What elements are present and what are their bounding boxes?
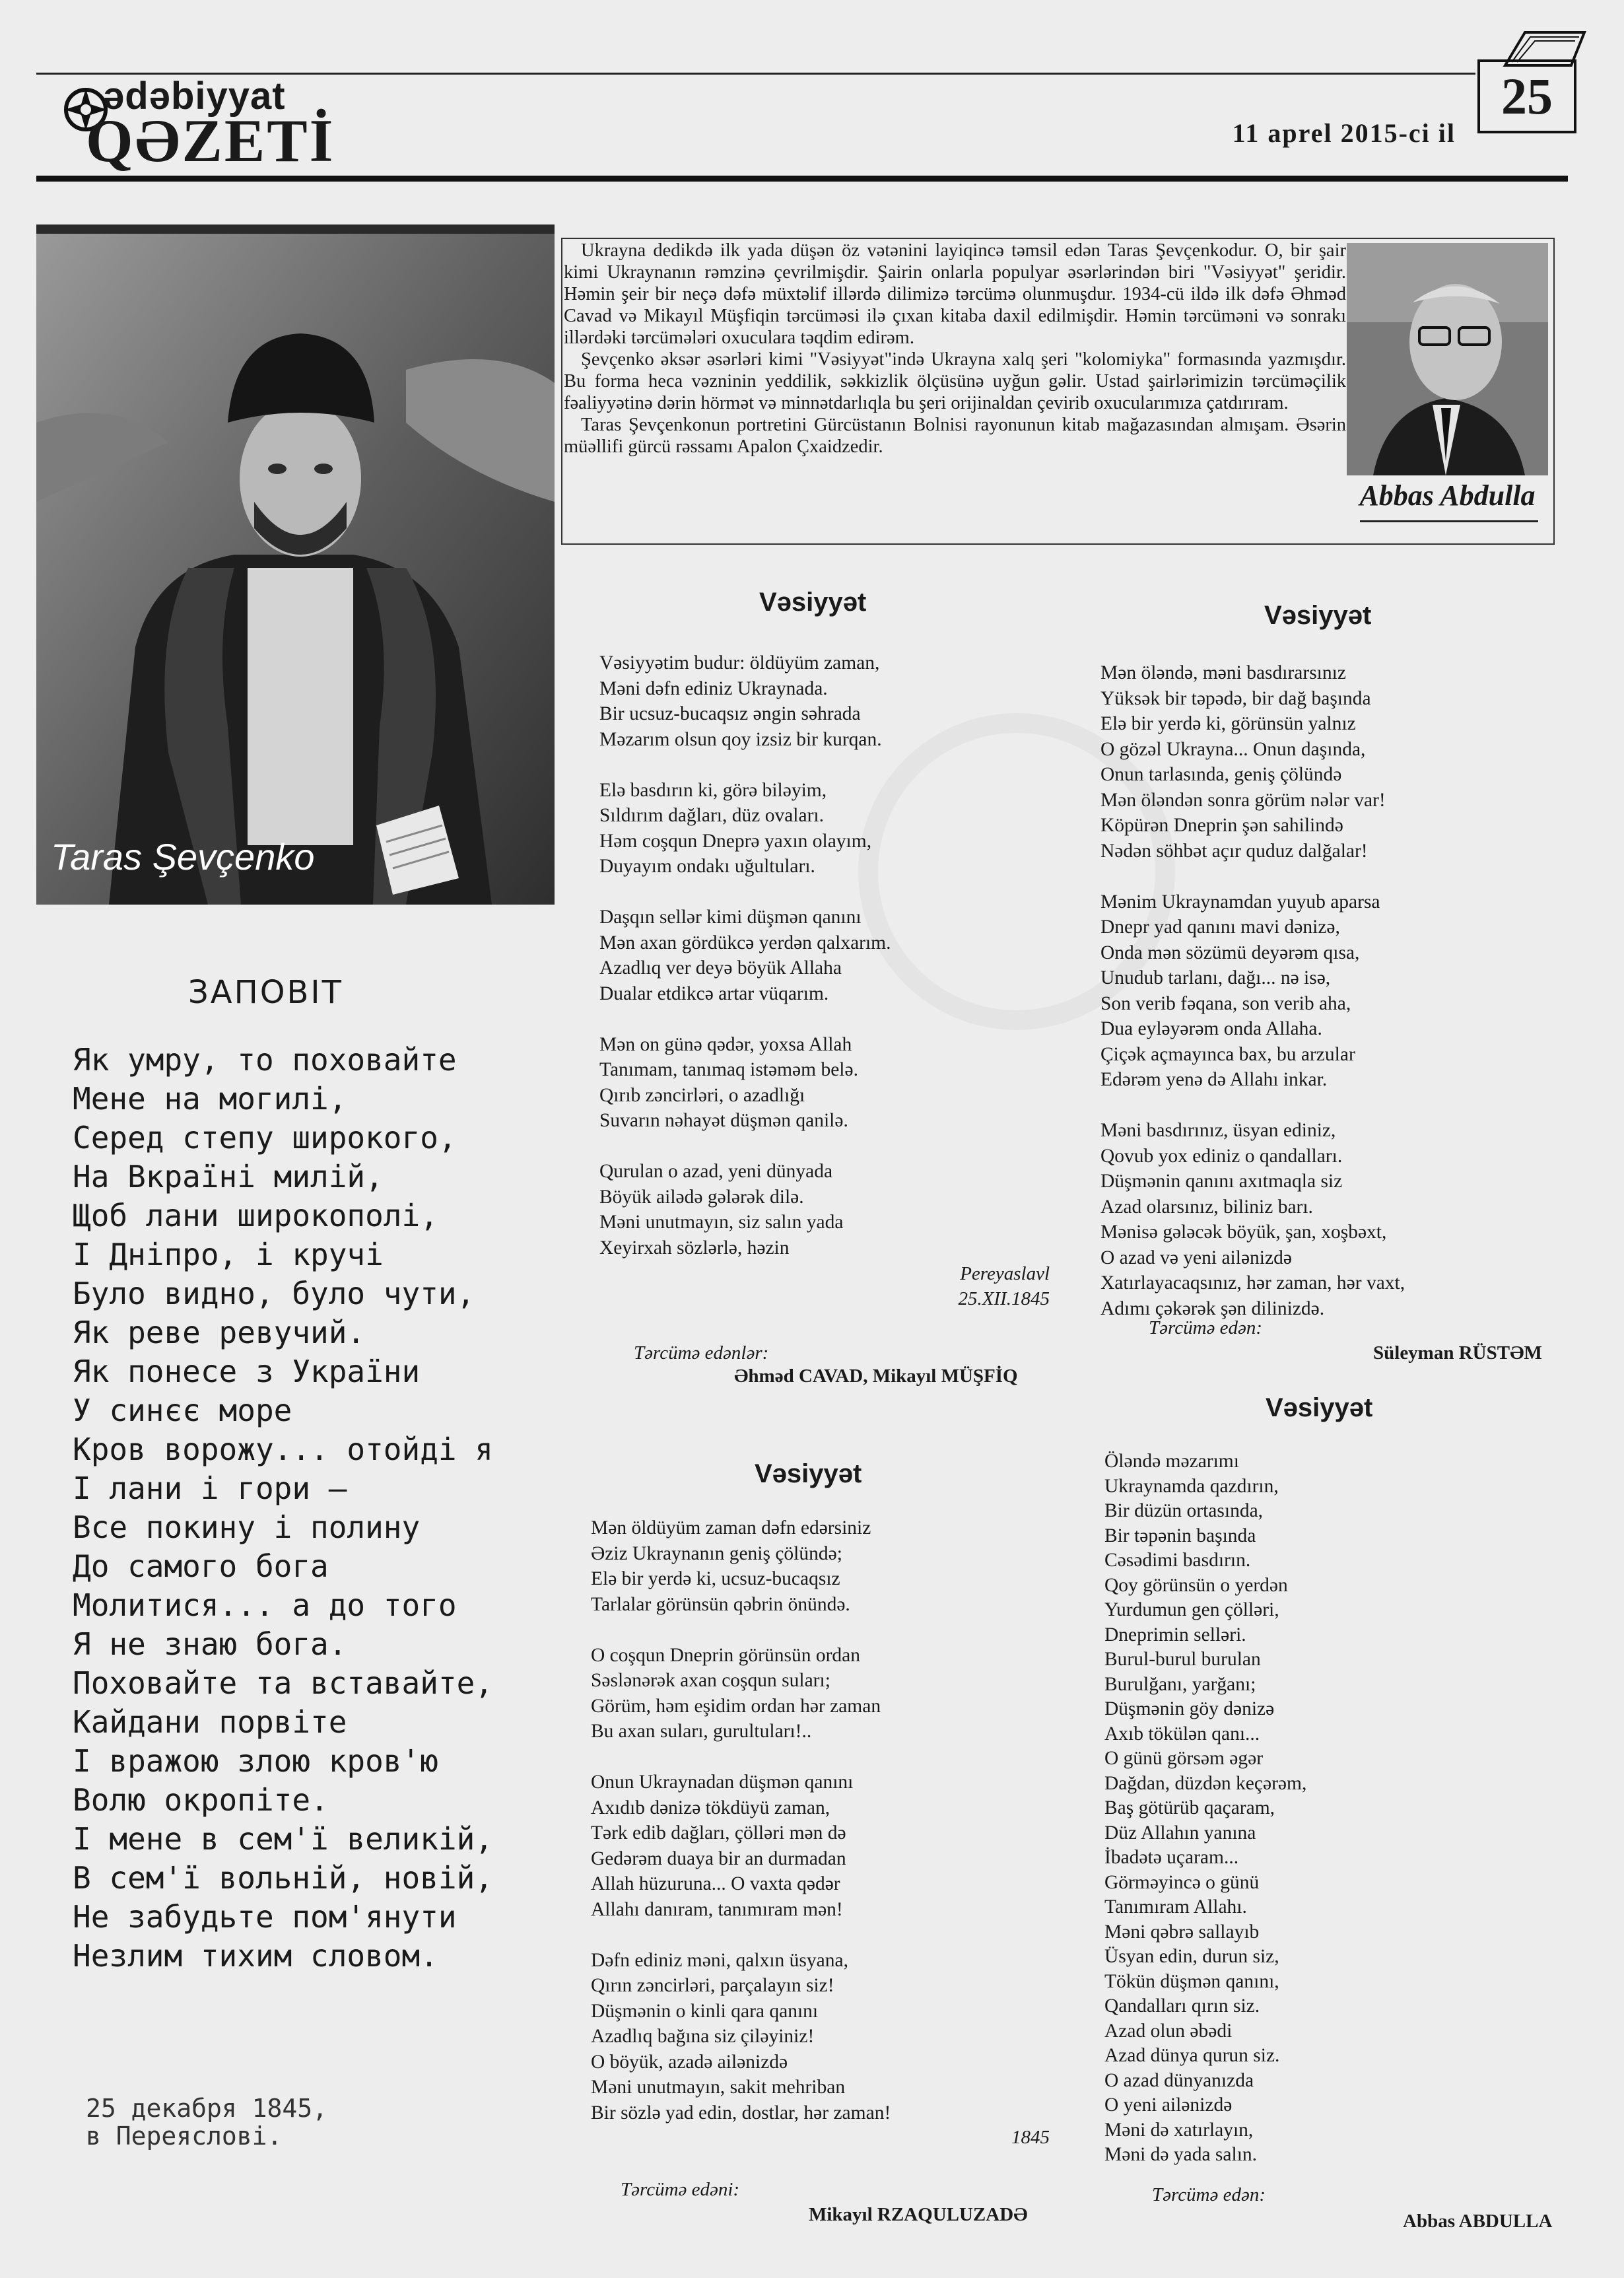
ua-poem-line: Мене на могилі,	[73, 1081, 347, 1117]
poem1-signoff	[858, 1261, 1050, 1311]
ua-poem-line: І Дніпро, і кручі	[73, 1237, 384, 1272]
ua-poem-line: На Вкраїні милій,	[73, 1159, 384, 1194]
poem2-translator-label: Tərcümə edən:	[1149, 1317, 1263, 1338]
author-photo-image	[1347, 243, 1548, 475]
ua-poem-place-line: в Переяслові.	[86, 2122, 283, 2151]
ua-poem-line: У синєє море	[73, 1393, 292, 1428]
ua-poem-line: До самого бога	[73, 1548, 329, 1584]
poem4-text: Öləndə məzarımı Ukraynamda qazdırın, Bir düzün ortasında, Bir təpənin başında Cəsədimi basdırın. Qoy görünsün o yerdən Yurdumun gen çölləri, Dneprimin selləri. Burul-burul burulan Burulğanı, yarğanı; Düşmənin göy dənizə Axıb tökülən qanı... O günü görsəm əgər Dağdan, düzdən keçərəm, Baş götürüb qaçaram, Düz Allahın yanına İbadətə uçaram... Görməyincə o günü Tanımıram Allahı. Məni qəbrə sallayıb Üsyan edin, durun siz, Tökün düşmən qanını, Qandalları qırın siz. Azad olun əbədi Azad dünya qurun siz. O azad dünyanızda O yeni ailənizdə Məni də xatırlayın, Məni də yada salın.	[1104, 1451, 1307, 2165]
page-number: 25	[1501, 67, 1553, 125]
ua-poem-line: Серед степу широкого,	[73, 1120, 457, 1156]
open-book-icon	[1499, 29, 1591, 69]
poem3-translator: Mikayıl RZAQULUZADƏ	[809, 2204, 1028, 2225]
poem4-title: Vəsiyyət	[1266, 1393, 1373, 1422]
logo-top-text: ədəbiyyat	[103, 75, 286, 118]
poem1-date: 25.XII.1845	[958, 1288, 1050, 1309]
ua-poem-line: Кайдани порвіте	[73, 1704, 347, 1740]
intro-paragraph: Taras Şevçenkonun portretini Gürcüstanın Bolnisi rayonunun kitab mağazasından almışam. Əsərin müəllifi gürcü rəssamı Apalon Çxaidzedir.	[564, 415, 1346, 457]
poem2-text: Mən öləndə, məni basdırarsınız Yüksək bir təpədə, bir dağ başında Elə bir yerdə ki, görünsün yalnız O gözəl Ukrayna... Onun daşında, Onun tarlasında, geniş çölündə Mən öləndən sonra görüm nələr var! Köpürən Dneprin şən sahilində Nədən söhbət açır quduz dalğalar! Mənim Ukraynamdan yuyub aparsa Dnepr yad qanını mavi dənizə, Onda mən sözümü deyərəm qısa, Unudub tarlanı, dağı... nə isə, Son verib fəqana, son verib aha, Dua eyləyərəm onda Allaha. Çiçək açmayınca bax, bu arzular Edərəm yenə də Allahı inkar. Məni basdırınız, üsyan ediniz, Qovub yox ediniz o qandalları. Düşmənin qanını axıtmaqla siz Azad olarsınız, biliniz barı. Mənisə gələcək böyük, şan, xoşbəxt, O azad və yeni ailənizdə Xatırlayacaqsınız, hər zaman, hər vaxt, Adımı çəkərək şən dilinizdə.	[1100, 662, 1405, 1319]
poem1-translators-label: Tərcümə edənlər:	[634, 1342, 769, 1363]
ua-poem-date	[86, 2094, 327, 2150]
ua-poem-line: Все покину і полину	[73, 1509, 421, 1545]
ua-poem-line: І мене в сем'ї великій,	[73, 1821, 493, 1857]
poem1-title: Vəsiyyət	[759, 588, 867, 617]
ua-poem-date-line: 25 декабря 1845,	[86, 2094, 328, 2123]
ua-poem-line: Незлим тихим словом.	[73, 1938, 438, 1974]
header-rule-thick	[36, 176, 1568, 182]
ua-poem-line: І лани і гори —	[73, 1470, 347, 1506]
intro-paragraph: Ukrayna dedikdə ilk yada düşən öz vətənini layiqincə təmsil edən Taras Şevçenkodur. O, bir şair kimi Ukraynanın rəmzinə çevrilmişdir. Şairin onlarla populyar əsərlərindən biri "Vəsiyyət" şeridir. Həmin şeir bir neçə dəfə müxtəlif illərdə dilimizə tərcümə olunmuşdur. 1934-cü ildə ilk dəfə Əhməd Cavad və Mikayıl Müşfiqin tərcüməsi ilə çıxan kitaba daxil edilmişdir. Həmin tərcüməni və sonrakı illərdəki tərcümələri oxuculara təqdim edirəm.	[564, 240, 1346, 348]
poem2-translator: Süleyman RÜSTƏM	[1373, 1342, 1542, 1363]
portrait-image	[36, 224, 555, 905]
newspaper-logo[interactable]	[59, 71, 337, 174]
ua-poem-line: Як реве ревучий.	[73, 1315, 366, 1350]
poem1-text: Vəsiyyətim budur: öldüyüm zaman, Məni dəfn ediniz Ukraynada. Bir ucsuz-bucaqsız əngin səhrada Məzarım olsun qoy izsiz bir kurqan. Elə basdırın ki, görə biləyim, Sıldırım dağları, düz ovaları. Həm coşqun Dneprə yaxın olayım, Duyayım ondakı uğultuları. Daşqın sellər kimi düşmən qanını Mən axan gördükcə yerdən qalxarım. Azadlıq ver deyə böyük Allaha Dualar etdikcə artar vüqarım. Mən on günə qədər, yoxsa Allah Tanımam, tanımaq istəməm belə. Qırıb zəncirləri, o azadlığı Suvarın nəhayət düşmən qanilə. Qurulan o azad, yeni dünyada Böyük ailədə gələrək dilə. Məni unutmayın, siz salın yada Xeyirxah sözlərlə, həzin	[599, 652, 891, 1259]
intro-paragraph: Şevçenko əksər əsərləri kimi "Vəsiyyət"ində Ukrayna xalq şeri "kolomiyka" formasında yazmışdır. Bu forma heca vəzninin yeddilik, səkkizlik ölçüsünə uyğun gəlir. Ustad şairlərimizin tərcüməçilik fəaliyyətinə dərin hörmət və minnətdarlıqla bu şeri orijinaldan çevirib oxucularımıza çatdırıram.	[564, 349, 1346, 413]
poem4-translator: Abbas ABDULLA	[1403, 2211, 1553, 2232]
issue-date: 11 aprel 2015-ci il	[1232, 118, 1456, 148]
ua-poem-line: В сем'ї вольній, новій,	[73, 1860, 493, 1896]
ua-poem-line: Як понесе з України	[73, 1354, 421, 1389]
poem2-title: Vəsiyyət	[1264, 601, 1372, 630]
author-underline	[1360, 520, 1538, 522]
ua-poem-line: Не забудьте пом'янути	[73, 1899, 457, 1935]
portrait-caption: Taras Şevçenko	[51, 836, 315, 878]
ua-poem-line: Кров ворожу... отойді я	[73, 1432, 493, 1467]
page-number-box	[1477, 59, 1576, 133]
logo-bottom-text: QƏZETİ	[86, 107, 335, 174]
poem3-date: 1845	[1011, 2127, 1050, 2148]
poem4-translator-label: Tərcümə edən:	[1152, 2184, 1266, 2205]
ua-poem-line: І вражою злою кров'ю	[73, 1743, 438, 1779]
ua-poem-line: Я не знаю бога.	[73, 1626, 347, 1662]
ua-poem-line: Як умру, то поховайте	[73, 1042, 457, 1078]
ua-poem-line: Було видно, було чути,	[73, 1276, 475, 1311]
author-photo	[1347, 243, 1548, 475]
poem3-text: Mən öldüyüm zaman dəfn edərsiniz Əziz Ukraynanın geniş çölündə; Elə bir yerdə ki, ucsuz-bucaqsız Tarlalar görünsün qəbrin önündə. O coşqun Dneprin görünsün ordan Səslənərək axan coşqun suları; Görüm, həm eşidim ordan hər zaman Bu axan suları, gurultuları!.. Onun Ukraynadan düşmən qanını Axıdıb dənizə tökdüyü zaman, Tərk edib dağları, çölləri mən də Gedərəm duaya bir an durmadan Allah hüzuruna... O vaxta qədər Allahı danıram, tanımıram mən! Dəfn ediniz məni, qalxın üsyana, Qırın zəncirləri, parçalayın siz! Düşmənin o kinli qara qanını Azadlıq bağına siz çiləyiniz! O böyük, azadə ailənizdə Məni unutmayın, sakit mehriban Bir sözlə yad edin, dostlar, hər zaman!	[591, 1517, 891, 2123]
poem3-title: Vəsiyyət	[755, 1459, 862, 1488]
author-name: Abbas Abdulla	[1359, 479, 1536, 512]
poem1-translators: Əhməd CAVAD, Mikayıl MÜŞFİQ	[734, 1365, 1018, 1387]
ua-poem-line: Волю окропіте.	[73, 1782, 329, 1818]
ua-poem-line: Поховайте та вставайте,	[73, 1665, 493, 1701]
intro-text	[564, 240, 1346, 458]
poem1-place: Pereyaslavl	[960, 1263, 1050, 1284]
ua-poem-line: Щоб лани широкополі,	[73, 1198, 438, 1233]
ua-poem-title: ЗАПОВІТ	[188, 974, 343, 1011]
shevchenko-portrait	[36, 224, 555, 905]
poem3-translator-label: Tərcümə edəni:	[621, 2179, 740, 2200]
ua-poem-line: Молитися... а до того	[73, 1587, 457, 1623]
